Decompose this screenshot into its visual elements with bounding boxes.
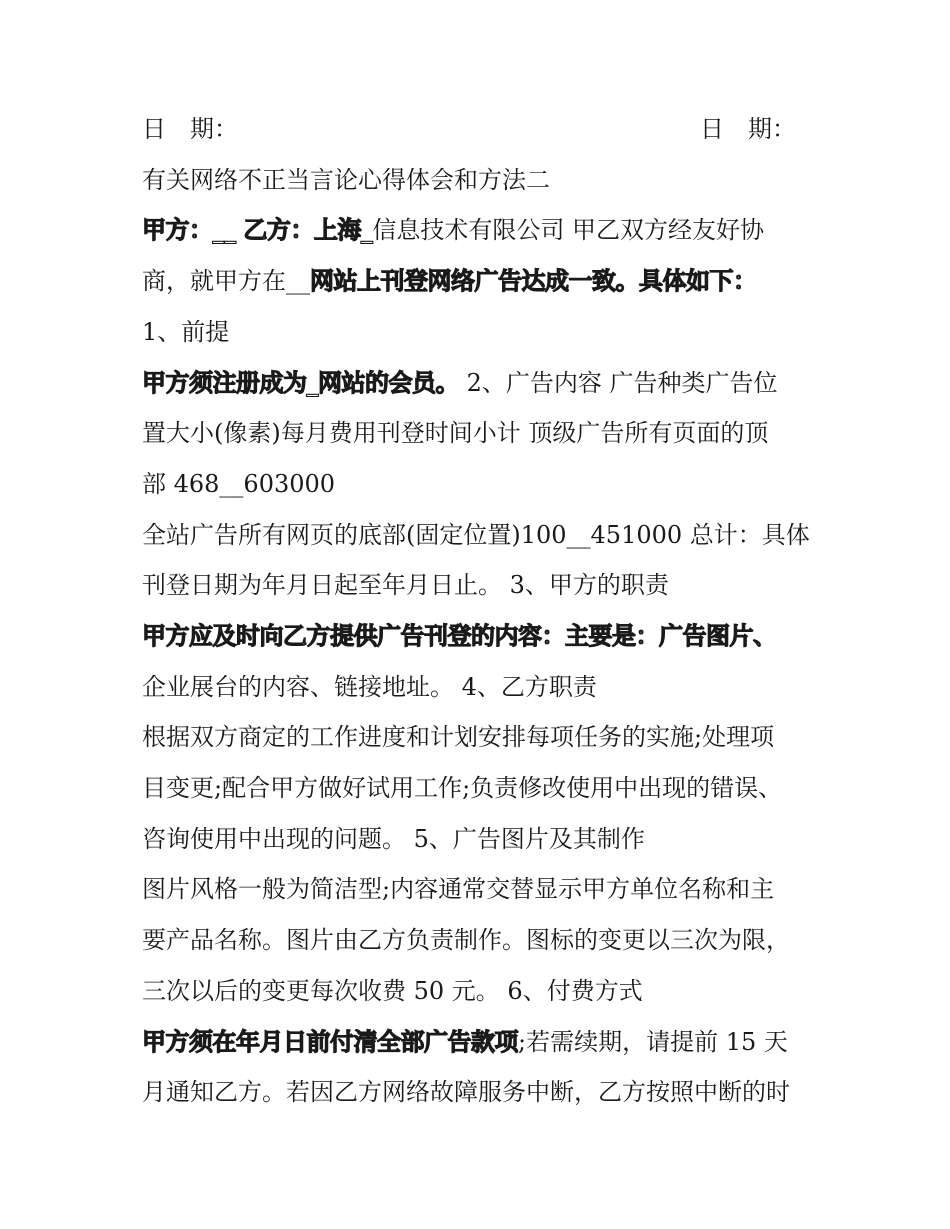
paragraph-line	[142, 366, 812, 400]
paragraph-line: 目变更;配合甲方做好试用工作;负责修改使用中出现的错误、	[142, 774, 783, 802]
paragraph-line: 置大小(像素)每月费用刊登时间小计 顶级广告所有页面的顶	[142, 419, 769, 447]
paragraph-line: 企业展台的内容、链接地址。 4、乙方职责	[142, 673, 597, 701]
document-title: 有关网络不正当言论心得体会和方法二	[142, 166, 550, 194]
paragraph-line: 要产品名称。图片由乙方负责制作。图标的变更以三次为限，	[142, 926, 790, 954]
paragraph-line: 根据双方商定的工作进度和计划安排每项任务的实施;处理项	[142, 723, 775, 751]
date-label-right: 日 期：	[700, 115, 796, 143]
outlined-text: 甲方应及时向乙方提供广告刊登的内容：主要是：广告图片、	[142, 622, 777, 650]
paragraph-line	[142, 264, 812, 298]
section-heading: 1、前提	[142, 318, 230, 346]
paragraph-line	[142, 1025, 812, 1059]
paragraph-line	[142, 213, 812, 247]
date-label-left: 日 期：	[142, 115, 238, 143]
paragraph-line: 三次以后的变更每次收费 50 元。 6、付费方式	[142, 977, 643, 1005]
paragraph-line: 咨询使用中出现的问题。 5、广告图片及其制作	[142, 825, 645, 853]
paragraph-line: 刊登日期为年月日起至年月日止。 3、甲方的职责	[142, 571, 669, 599]
outlined-text: 网站上刊登网络广告达成一致。具体如下：	[310, 267, 757, 295]
text-span: 商，就甲方在__	[142, 267, 310, 295]
paragraph-line: 月通知乙方。若因乙方网络故障服务中断，乙方按照中断的时	[142, 1078, 790, 1106]
text-span: ;若需续期，请提前 15 天	[518, 1028, 788, 1056]
date-row	[142, 112, 796, 146]
outlined-text: 甲方须在年月日前付清全部广告款项	[142, 1028, 518, 1056]
text-span: 信息技术有限公司 甲乙双方经友好协	[372, 216, 764, 244]
paragraph-line	[142, 619, 812, 653]
paragraph-line: 图片风格一般为简洁型;内容通常交替显示甲方单位名称和主	[142, 875, 775, 903]
text-span: 2、广告内容 广告种类广告位	[459, 369, 778, 397]
outlined-text: 甲方须注册成为_网站的会员。	[142, 369, 459, 397]
outlined-text: 甲方：__ 乙方：上海_	[142, 216, 373, 244]
paragraph-line: 部 468__603000	[142, 470, 336, 498]
paragraph-line: 全站广告所有网页的底部(固定位置)100__451000 总计：具体	[142, 521, 810, 549]
